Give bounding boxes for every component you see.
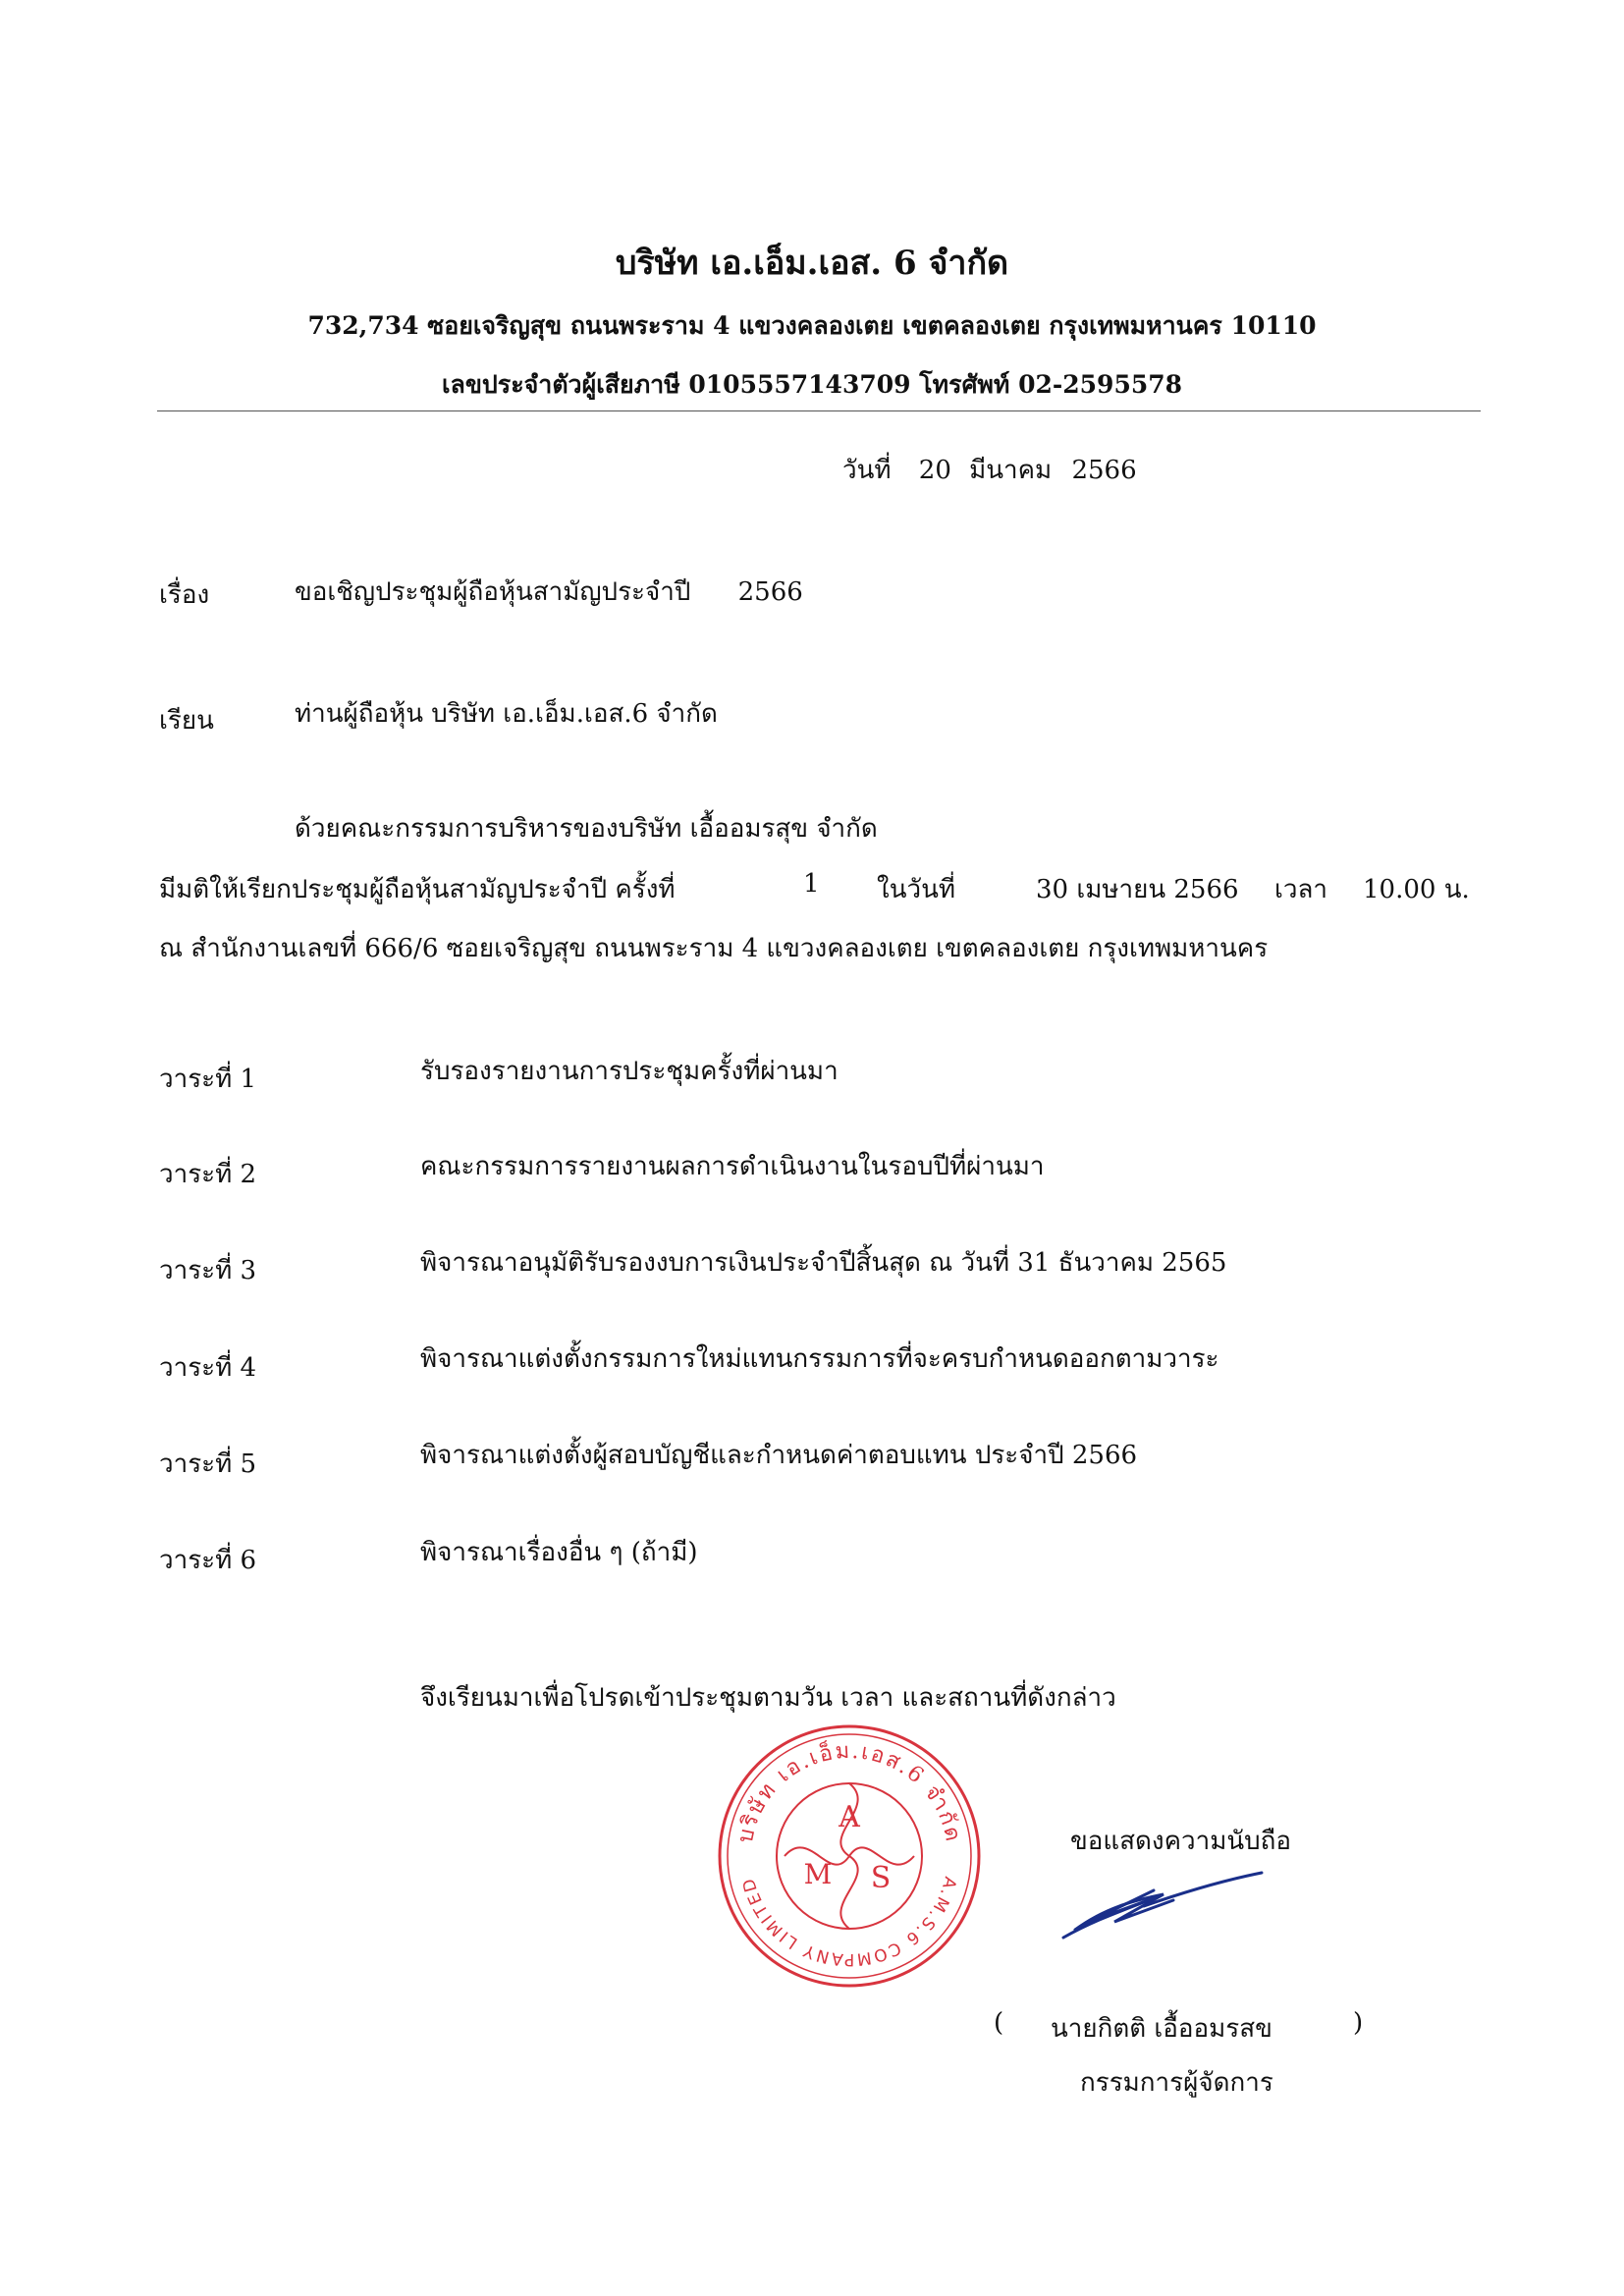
date-month: มีนาคม — [969, 456, 1053, 485]
svg-text:A.M.S.6 COMPANY LIMITED — [738, 1875, 959, 1969]
agenda-text-5: พิจารณาแต่งตั้งผู้สอบบัญชีและกำหนดค่าตอบแทน ประจำปี 2566 — [420, 1441, 1138, 1470]
agenda-label-2: วาระที่ 2 — [159, 1160, 257, 1189]
agenda-label-1: วาระที่ 1 — [159, 1065, 257, 1094]
subject-title: ขอเชิญประชุมผู้ถือหุ้นสามัญประจำปี — [295, 577, 691, 607]
agenda-label-4: วาระที่ 4 — [159, 1353, 257, 1383]
signer-title: กรรมการผู้จัดการ — [1080, 2068, 1273, 2098]
date-day: 20 — [918, 456, 951, 485]
subject-text — [295, 572, 803, 612]
date-line — [842, 450, 1137, 490]
signer-open-paren: ( — [994, 2008, 1004, 2038]
signer-close-paren: ) — [1353, 2008, 1364, 2038]
subject-label: เรื่อง — [159, 580, 210, 610]
intro-line-2-b: ในวันที่ — [877, 875, 955, 904]
agenda-text-6: พิจารณาเรื่องอื่น ๆ (ถ้ามี) — [420, 1538, 698, 1567]
meeting-number: 1 — [803, 869, 820, 899]
intro-line-3: ณ สำนักงานเลขที่ 666/6 ซอยเจริญสุข ถนนพระราม 4 แขวงคลองเตย เขตคลองเตย กรุงเทพมหานคร — [159, 934, 1269, 963]
agenda-text-1: รับรองรายงานการประชุมครั้งที่ผ่านมา — [420, 1057, 839, 1086]
seal-letter-a: A — [839, 1800, 860, 1834]
date-year: 2566 — [1071, 456, 1137, 485]
seal-letter-m: M — [803, 1858, 833, 1890]
subject-year: 2566 — [737, 577, 803, 607]
recipient-label: เรียน — [159, 706, 214, 736]
signer-name: นายกิตติ เอื้ออมรสข — [1051, 2014, 1272, 2044]
company-address: 732,734 ซอยเจริญสุข ถนนพระราม 4 แขวงคลองเตย เขตคลองเตย กรุงเทพมหานคร 10110 — [307, 311, 1317, 340]
seal-thai-text: บริษัท เอ.เอ็ม.เอส.6 จำกัด — [732, 1738, 966, 1845]
company-name: บริษัท เอ.เอ็ม.เอส. 6 จำกัด — [615, 244, 1009, 283]
regards-text: ขอแสดงความนับถือ — [1070, 1827, 1291, 1856]
handwritten-signature — [1056, 1861, 1272, 1949]
closing-text: จึงเรียนมาเพื่อโปรดเข้าประชุมตามวัน เวลา และสถานที่ดังกล่าว — [420, 1683, 1116, 1713]
date-label: วันที่ — [842, 456, 892, 485]
meeting-date: 30 เมษายน 2566 — [1036, 875, 1239, 904]
agenda-text-3: พิจารณาอนุมัติรับรองงบการเงินประจำปีสิ้นสุด ณ วันที่ 31 ธันวาคม 2565 — [420, 1248, 1227, 1278]
agenda-label-6: วาระที่ 6 — [159, 1546, 257, 1575]
header-divider — [157, 410, 1481, 411]
tax-and-phone: เลขประจำตัวผู้เสียภาษี 0105557143709 โทรศัพท์ 02-2595578 — [441, 370, 1183, 399]
intro-line-2-a: มีมติให้เรียกประชุมผู้ถือหุ้นสามัญประจำปี ครั้งที่ — [159, 875, 676, 904]
time-label: เวลา — [1274, 875, 1328, 904]
agenda-label-3: วาระที่ 3 — [159, 1256, 257, 1285]
seal-letter-s: S — [870, 1861, 892, 1895]
company-seal — [712, 1719, 987, 1994]
agenda-label-5: วาระที่ 5 — [159, 1449, 257, 1479]
agenda-text-2: คณะกรรมการรายงานผลการดำเนินงานในรอบปีที่ผ่านมา — [420, 1152, 1045, 1181]
meeting-time: 10.00 น. — [1363, 875, 1470, 904]
intro-line-1: ด้วยคณะกรรมการบริหารของบริษัท เอื้ออมรสุข จำกัด — [295, 814, 878, 844]
recipient-text: ท่านผู้ถือหุ้น บริษัท เอ.เอ็ม.เอส.6 จำกัด — [295, 699, 718, 729]
seal-english-text: A.M.S.6 COMPANY LIMITED — [738, 1874, 960, 1970]
agenda-text-4: พิจารณาแต่งตั้งกรรมการใหม่แทนกรรมการที่จะครบกำหนดออกตามวาระ — [420, 1344, 1219, 1374]
